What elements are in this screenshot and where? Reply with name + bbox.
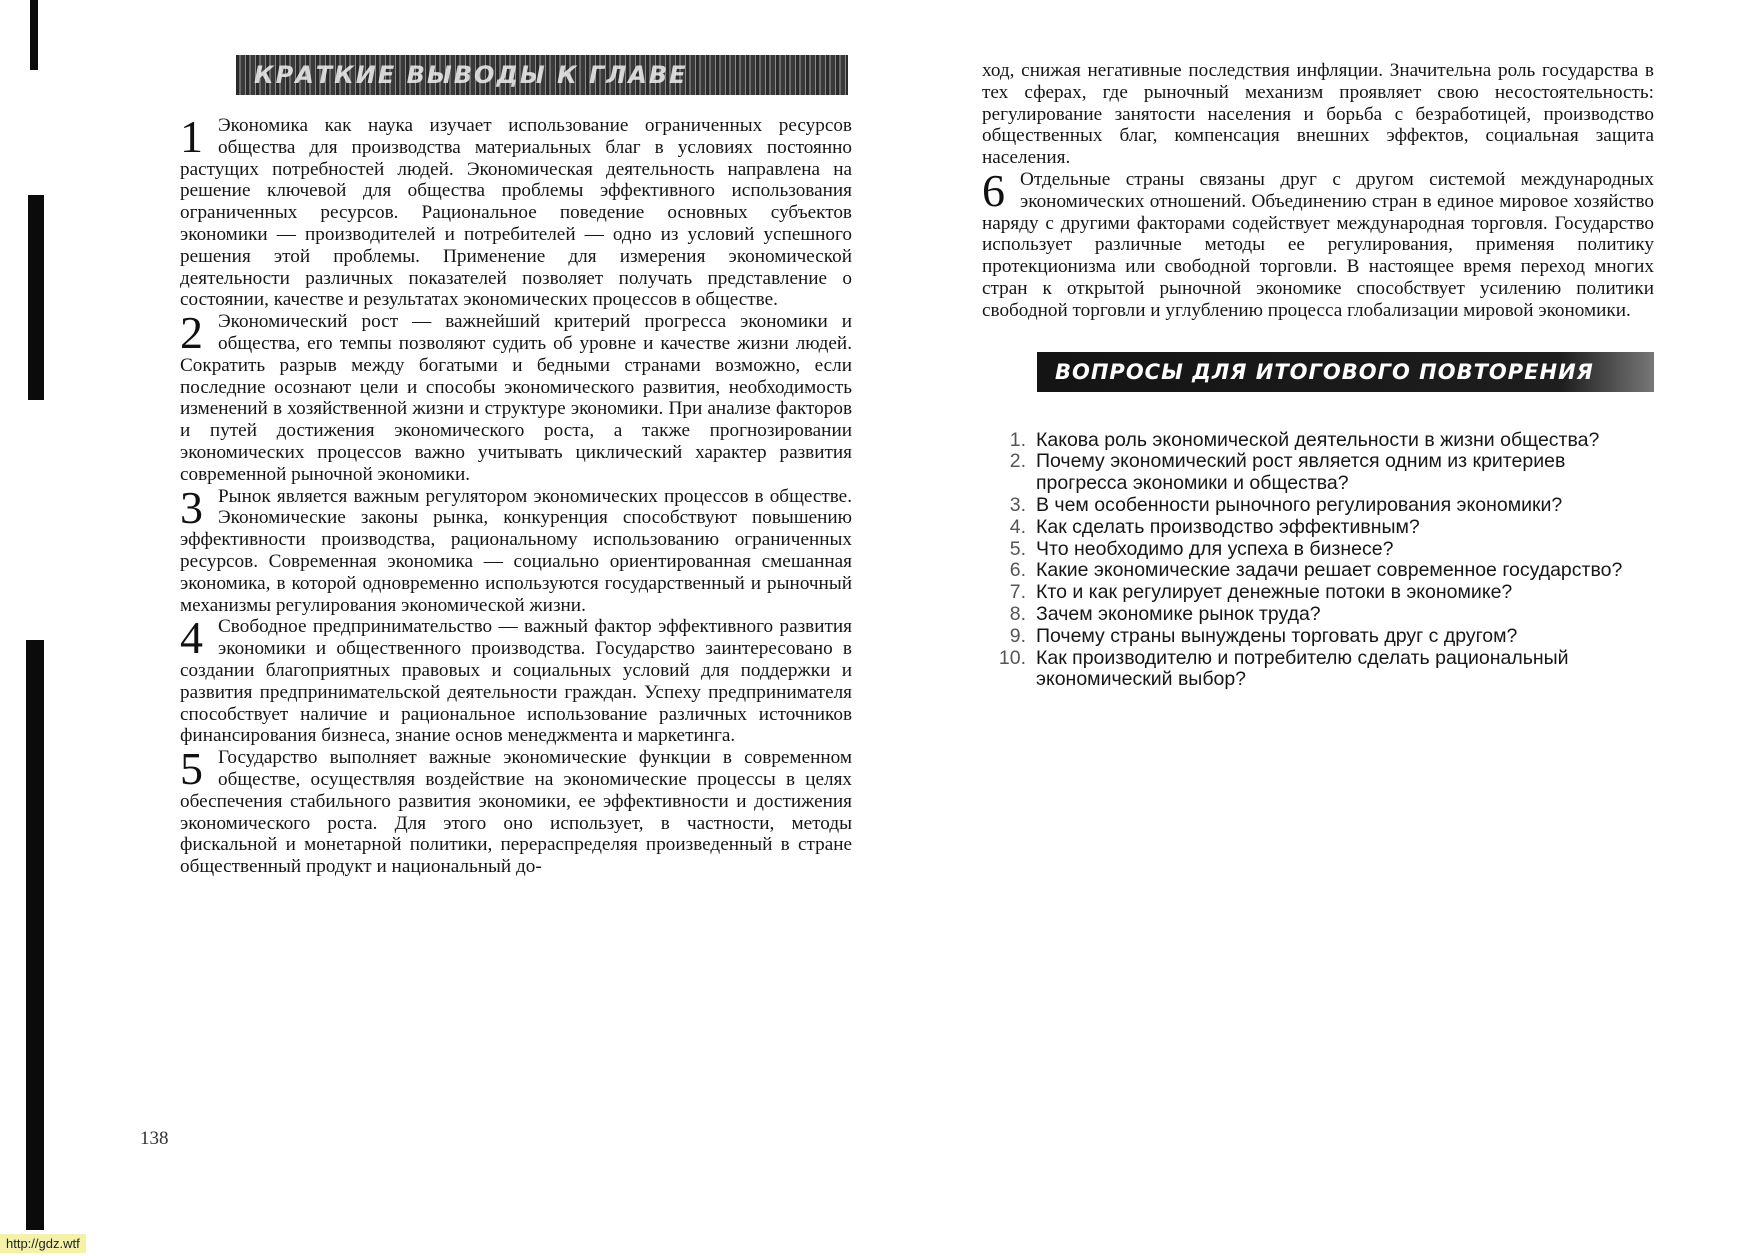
paragraph-number: 5	[180, 743, 203, 795]
summary-title-banner	[236, 55, 848, 95]
right-page	[982, 60, 1654, 691]
list-item	[982, 495, 1654, 517]
question-text: Кто и как регулирует денежные потоки в экономике?	[1036, 581, 1513, 604]
scan-edge-lower	[26, 640, 44, 1230]
question-number: 3.	[1009, 493, 1026, 516]
scan-edge-top	[30, 0, 38, 70]
question-text: В чем особенности рыночного регулирования экономики?	[1036, 493, 1563, 516]
question-number: 5.	[1009, 537, 1026, 560]
question-number: 1.	[1009, 428, 1026, 451]
list-item	[982, 430, 1654, 452]
question-number: 8.	[1009, 602, 1026, 625]
list-item	[982, 517, 1654, 539]
summary-paragraph	[180, 307, 852, 485]
question-number: 4.	[1009, 515, 1026, 538]
continuation-paragraph: ход, снижая негативные последствия инфляции. Значительна роль государства в тех сферах, где рыночный механизм проявляет свою несостоятельность: регулирование занятости населения и борьба с безработицей, производство общественных благ, компенсация внешних эффектов, социальная защита населения.	[982, 60, 1654, 169]
scan-edge-upper	[28, 195, 44, 400]
list-item	[982, 560, 1654, 582]
question-text: Почему экономический рост является одним из критериев прогресса экономики и общества?	[1036, 450, 1566, 495]
list-item	[982, 582, 1654, 604]
page-number: 138	[140, 1128, 169, 1149]
list-item	[982, 648, 1654, 692]
summary-title: КРАТКИЕ ВЫВОДЫ К ГЛАВЕ	[254, 61, 688, 89]
question-text: Зачем экономике рынок труда?	[1036, 602, 1321, 625]
question-text: Почему страны вынуждены торговать друг с другом?	[1036, 624, 1518, 647]
paragraph-number: 2	[180, 307, 203, 359]
question-text: Какие экономические задачи решает современное государство?	[1036, 559, 1623, 582]
paragraph-text: Экономика как наука изучает использование ограниченных ресурсов общества для производства материальных благ в условиях постоянно растущих потребностей людей. Экономическая деятельность направлена на решение ключевой для общества проблемы эффективного использования ограниченных ресурсов. Рациональное поведение основных субъектов экономики — производителей и потребителей — одно из условий успешного решения этой проблемы. Применение для измерения экономической деятельности различных показателей позволяет получать представление о состоянии, качестве и результатах экономических процессов в обществе.	[180, 115, 852, 311]
paragraph-number: 4	[180, 612, 203, 664]
paragraph-text: Экономический рост — важнейший критерий прогресса экономики и общества, его темпы позволяют судить об уровне и качестве жизни людей. Сократить разрыв между богатыми и бедными странами возможно, если последние осознают цели и способы экономического развития, необходимость изменений в хозяйственной жизни и структуре экономики. При анализе факторов и путей достижения экономического роста, а также прогнозировании экономических процессов важно учитывать циклический характер развития современной рыночной экономики.	[180, 311, 852, 485]
question-text: Как сделать производство эффективным?	[1036, 515, 1420, 538]
paragraph-text: Отдельные страны связаны друг с другом системой международных экономических отношений. Объединению стран в единое мировое хозяйство наряду с другими факторами содействует международная торговля. Государство использует различные методы ее регулирования, применяя политику протекционизма или свободной торговли. В настоящее время переход многих стран к открытой рыночной экономике способствует усилению политики свободной торговли и углублению процесса глобализации мировой экономики.	[982, 168, 1654, 321]
summary-paragraphs	[180, 111, 852, 878]
paragraph-number: 1	[180, 111, 203, 162]
list-item	[982, 626, 1654, 648]
list-item	[982, 451, 1654, 495]
list-item	[982, 604, 1654, 626]
questions-header: ВОПРОСЫ ДЛЯ ИТОГОВОГО ПОВТОРЕНИЯ	[1055, 359, 1594, 384]
summary-paragraph	[180, 111, 852, 311]
paragraph-text: Свободное предпринимательство — важный фактор эффективного развития экономики и общественного производства. Государство заинтересовано в создании благоприятных правовых и социальных условий для поддержки и развития предпринимательской деятельности граждан. Успеху предпринимателя способствует наличие и рациональное использование различных источников финансирования бизнеса, знание основ менеджмента и маркетинга.	[180, 616, 852, 747]
summary-paragraph	[982, 164, 1654, 322]
question-text: Что необходимо для успеха в бизнесе?	[1036, 537, 1394, 560]
summary-paragraph	[180, 481, 852, 617]
question-number: 7.	[1009, 581, 1026, 604]
left-page	[180, 55, 852, 878]
question-text: Какова роль экономической деятельности в жизни общества?	[1036, 428, 1600, 451]
questions-list	[982, 430, 1654, 692]
questions-header-banner	[1037, 352, 1654, 392]
question-number: 2.	[1009, 450, 1026, 473]
watermark-link[interactable]: http://gdz.wtf	[0, 1234, 86, 1253]
question-number: 10.	[998, 646, 1026, 669]
summary-paragraph	[180, 743, 852, 878]
summary-paragraph	[180, 612, 852, 747]
list-item	[982, 539, 1654, 561]
question-number: 9.	[1009, 624, 1026, 647]
paragraph-text: Рынок является важным регулятором экономических процессов в обществе. Экономические законы рынка, конкуренция способствуют повышению эффективности производства, рациональному использованию ограниченных ресурсов. Современная экономика — социально ориентированная смешанная экономика, в которой одновременно используются государственный и рыночный механизмы регулирования экономической жизни.	[180, 485, 852, 616]
question-number: 6.	[1009, 559, 1026, 582]
paragraph-text: Государство выполняет важные экономические функции в современном обществе, осуществляя воздействие на экономические процессы в целях обеспечения стабильного развития экономики, ее эффективности и достижения экономического роста. Для этого оно использует, в частности, методы фискальной и монетарной политики, перераспределяя произведенный в стране общественный продукт и национальный до-	[180, 747, 852, 878]
paragraph-number: 6	[982, 164, 1005, 216]
question-text: Как производителю и потребителю сделать рациональный экономический выбор?	[1036, 646, 1569, 691]
paragraph-number: 3	[180, 481, 203, 533]
